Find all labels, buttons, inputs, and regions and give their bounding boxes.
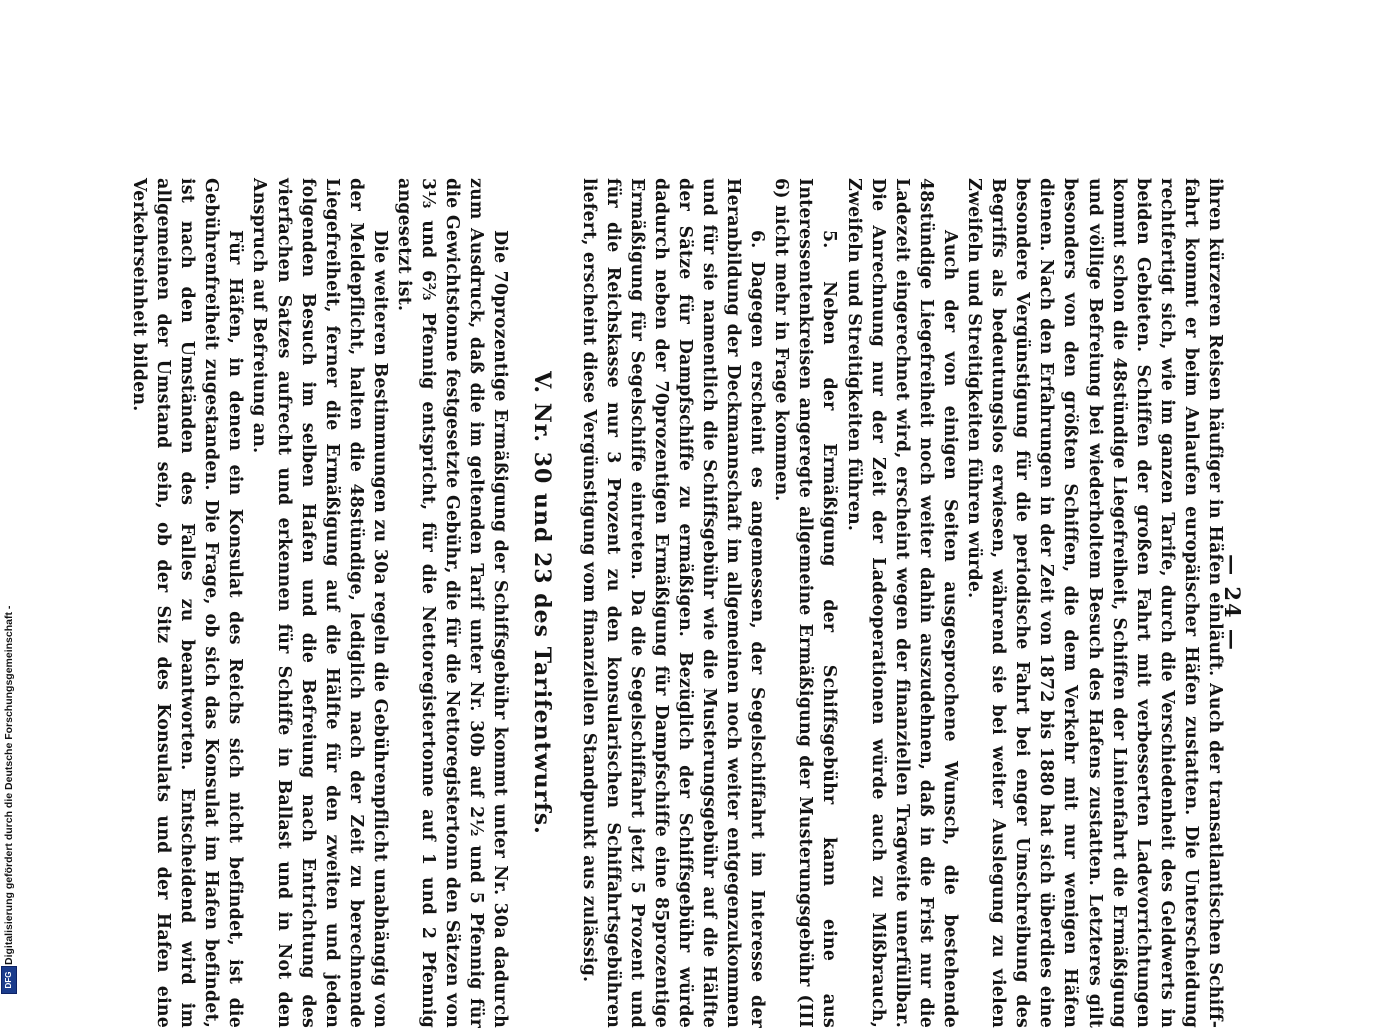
paragraph: Auch der von einigen Seiten ausgesprochene Wunsch, die bestehende 48stündige Liegefreiheit noch weiter dahin auszudehnen, daß in die Frist nur die Ladezeit eingerechnet wird, erscheint wegen der finanziellen Tragweite unerfüllbar. Die Anrechnung nur der Zeit der Ladeoperationen würde auch zu Mißbrauch, Zweifeln und Streitigkeiten führen. [843, 178, 960, 1028]
paragraph: 6. Dagegen erscheint es angemessen, der Segelschiffahrt im Interesse der Heranbildung der Deckmannschaft im allgemeinen noch weiter entgegenzukommen und für sie namentlich die Schiffsgebühr wie die Musterungsgebühr auf die Hälfte der Sätze für Dampfschiffe zu ermäßigen. Bezüglich der Schiffsgebühr würde dadurch neben der 70prozentigen Ermäßigung für Dampfschiffe eine 85prozentige Ermäßigung für Segelschiffe eintreten. Da die Segelschiffahrt jetzt 5 Prozent und für die Reichskasse nur 3 Prozent zu den konsularischen Schiffahrtsgebühren liefert, erscheint diese Vergünstigung vom finanziellen Standpunkt aus zulässig. [578, 178, 768, 1028]
rotated-text-block [128, 178, 1245, 1028]
paragraph: 5. Neben der Ermäßigung der Schiffsgebühr kann eine aus Interessentenkreisen angeregte allgemeine Ermäßigung der Musterungsgebühr (III 6) nicht mehr in Frage kommen. [771, 178, 840, 1028]
page-number: — 24 — [1220, 554, 1245, 652]
credit-text: Digitalisierung gefördert durch die Deutsche Forschungsgemeinschaft - [3, 605, 15, 965]
paragraph: Für Häfen, in denen ein Konsulat des Reichs sich nicht befindet, ist die Gebührenfreiheit zugestanden. Die Frage, ob sich das Konsulat im Hafen befindet, ist nach den Umständen des Falles zu beantworten. Entscheidend wird im allgemeinen der Umstand sein, ob der Sitz des Konsulats und der Hafen eine Verkehrseinheit bilden. [128, 178, 246, 1028]
paragraph: Die weiteren Bestimmungen zu 30a regeln die Gebührenpflicht unabhängig von der Meldepflicht, halten die 48stündige, lediglich nach der Zeit zu berechnende Liegefreiheit, ferner die Ermäßigung auf die Hälfte für den zweiten und jeden folgenden Besuch im selben Hafen und die Befreiung nach Entrichtung des vierfachen Satzes aufrecht und erkennen für Schiffe in Ballast und in Not den Anspruch auf Befreiung an. [249, 178, 390, 1028]
dfg-logo-text: DFG [4, 971, 13, 989]
section-heading: V. Nr. 30 und 23 des Tarifentwurfs. [529, 371, 556, 835]
page-body [127, 178, 1227, 1028]
digitization-credit [3, 605, 15, 995]
paragraph: Die 70prozentige Ermäßigung der Schiffsgebühr kommt unter Nr. 30a dadurch zum Ausdruck, daß die im geltenden Tarif unter Nr. 30b auf 2½ und 5 Pfennig für die Gewichtstonne festgesetzte Gebühr, die für die Nettoregistertonn den Sätzen von 3⅓ und 6⅔ Pfennig entspricht, für die Nettoregistertonne auf 1 und 2 Pfennig angesetzt ist. [394, 178, 511, 1028]
paragraph: ihren kürzeren Reisen häufiger in Häfen einläuft. Auch der transatlantischen Schifffahrt kommt er beim Anlaufen europäischer Häfen zustatten. Die Unterscheidung rechtfertigt sich, wie im ganzen Tarife, durch die Verschiedenheit des Geldwerts in beiden Gebieten. Schiffen der großen Fahrt mit verbesserten Ladevorrichtungen kommt schon die 48stündige Liegefreiheit, Schiffen der Linienfahrt die Ermäßigung und völlige Befreiung bei wiederholtem Besuch des Hafens zustatten. Letzteres gilt besonders von den größten Schiffen, die dem Verkehr mit nur wenigen Häfen dienen. Nach den Erfahrungen in der Zeit von 1872 bis 1880 hat sich überdies eine besondere Vergünstigung für die periodische Fahrt bei enger Umschreibung des Begriffs als bedeutungslos erwiesen, während sie bei weiter Auslegung zu vielen Zweifeln und Streitigkeiten führen würde. [964, 178, 1225, 1028]
dfg-logo [1, 966, 17, 994]
